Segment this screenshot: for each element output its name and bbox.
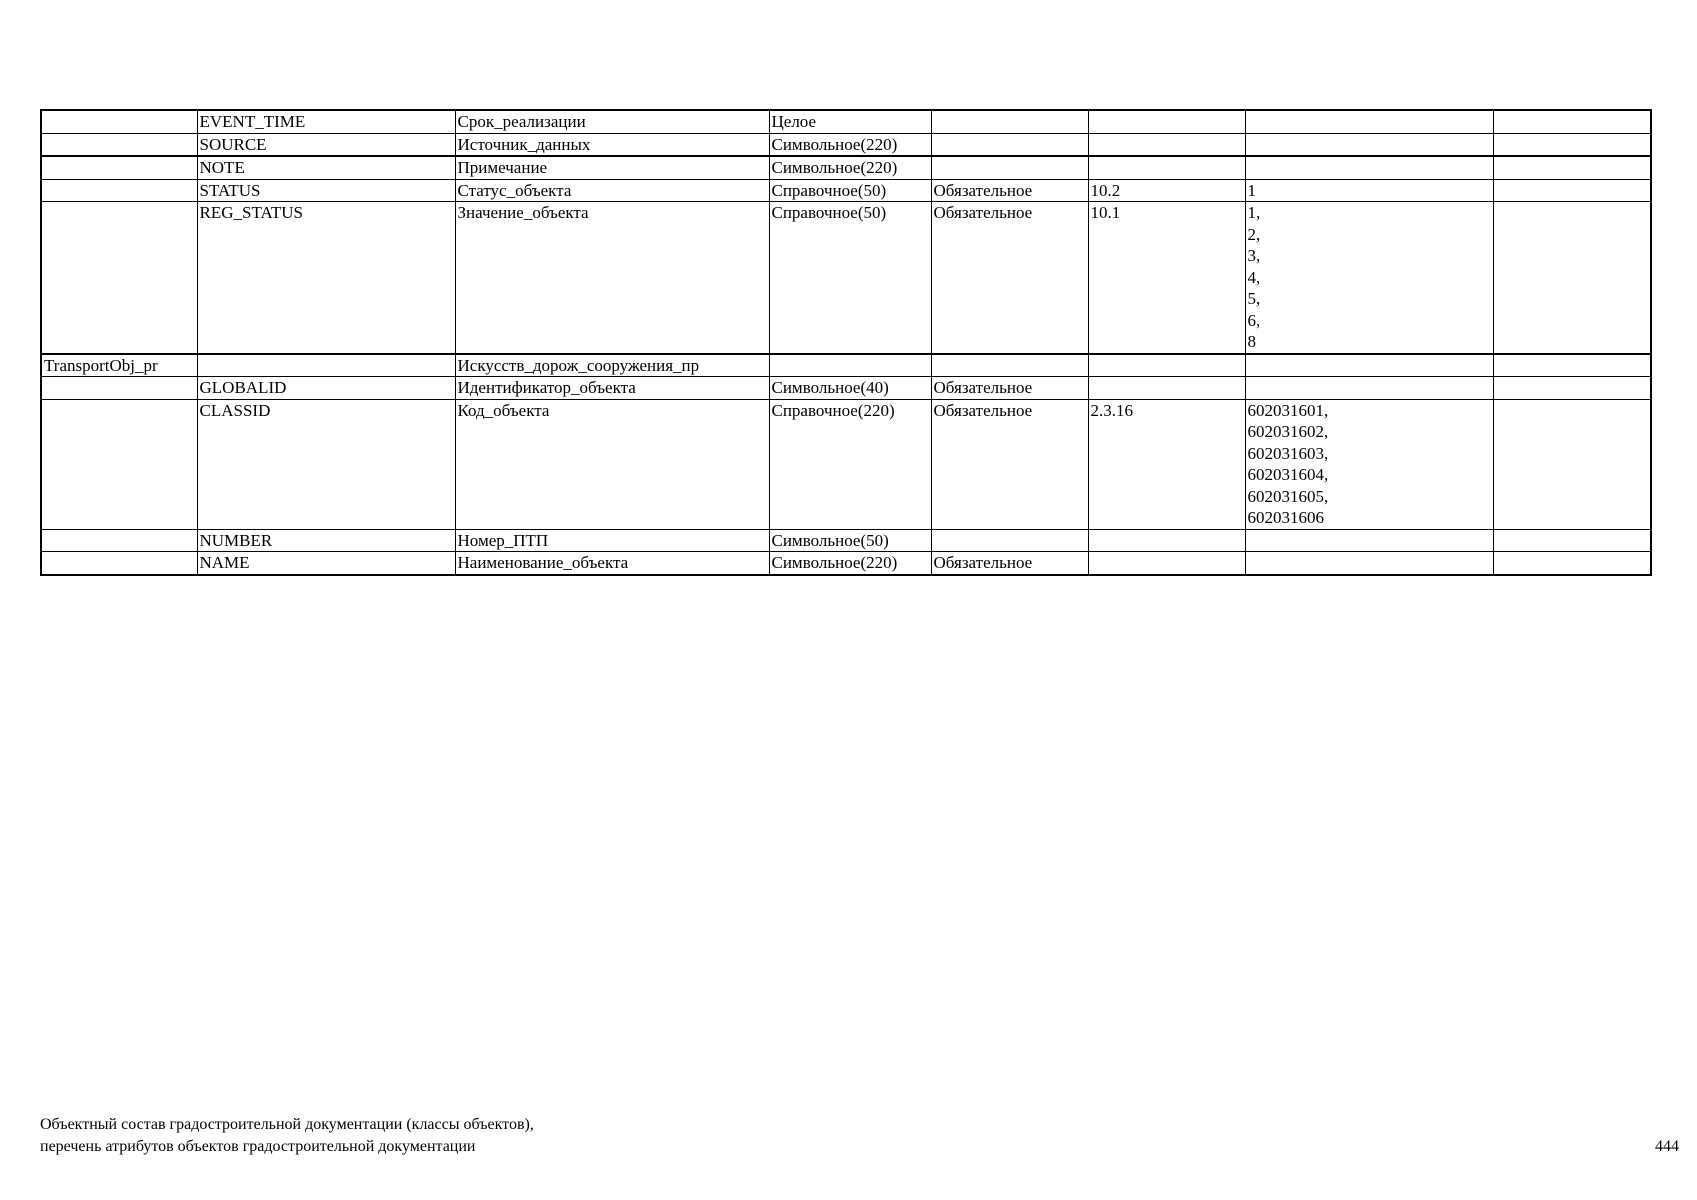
table-cell — [931, 156, 1088, 179]
table-cell: Идентификатор_объекта — [455, 377, 769, 400]
table-cell: Обязательное — [931, 399, 1088, 529]
table-cell: Обязательное — [931, 202, 1088, 354]
table-cell — [1088, 552, 1245, 575]
table-cell: Справочное(220) — [769, 399, 931, 529]
table-cell — [41, 552, 197, 575]
table-row — [41, 156, 1651, 179]
attributes-table — [40, 109, 1652, 576]
table-cell — [1493, 179, 1651, 202]
table-cell: 602031601, 602031602, 602031603, 602031604, 602031605, 602031606 — [1245, 399, 1493, 529]
table-cell: Справочное(50) — [769, 202, 931, 354]
table-cell — [1245, 529, 1493, 552]
table-cell: Срок_реализации — [455, 110, 769, 133]
table-cell — [41, 529, 197, 552]
table-cell: STATUS — [197, 179, 455, 202]
footer-line-1: Объектный состав градостроительной документации (классы объектов), — [40, 1116, 534, 1133]
table-cell — [931, 529, 1088, 552]
table-cell — [1088, 156, 1245, 179]
table-cell — [931, 110, 1088, 133]
table-row — [41, 354, 1651, 377]
table-cell: 1 — [1245, 179, 1493, 202]
table-cell — [1493, 529, 1651, 552]
table-row — [41, 529, 1651, 552]
table-cell — [1493, 399, 1651, 529]
table-cell: CLASSID — [197, 399, 455, 529]
page-number: 444 — [1655, 1138, 1679, 1155]
table-cell: Обязательное — [931, 552, 1088, 575]
table-cell — [1088, 377, 1245, 400]
table-cell — [1088, 133, 1245, 156]
table-cell — [41, 110, 197, 133]
table-row — [41, 179, 1651, 202]
table-cell: GLOBALID — [197, 377, 455, 400]
table-cell: Символьное(50) — [769, 529, 931, 552]
table-cell — [931, 133, 1088, 156]
table-cell: SOURCE — [197, 133, 455, 156]
table-cell: Целое — [769, 110, 931, 133]
table-cell — [41, 202, 197, 354]
table-cell — [1245, 377, 1493, 400]
table-cell: 10.2 — [1088, 179, 1245, 202]
table-row — [41, 133, 1651, 156]
table-cell — [1088, 354, 1245, 377]
table-cell: 10.1 — [1088, 202, 1245, 354]
table-cell: Обязательное — [931, 377, 1088, 400]
table-cell — [1245, 552, 1493, 575]
table-cell — [1493, 110, 1651, 133]
table-cell — [1493, 202, 1651, 354]
table-cell: Символьное(220) — [769, 133, 931, 156]
table-cell — [41, 399, 197, 529]
table-cell — [1493, 377, 1651, 400]
table-cell — [1245, 110, 1493, 133]
table-cell: NAME — [197, 552, 455, 575]
table-cell: Источник_данных — [455, 133, 769, 156]
table-cell: Значение_объекта — [455, 202, 769, 354]
footer — [40, 1114, 534, 1158]
table-cell: Номер_ПТП — [455, 529, 769, 552]
table-cell — [1245, 156, 1493, 179]
table-row — [41, 399, 1651, 529]
table-cell: Справочное(50) — [769, 179, 931, 202]
table-cell: REG_STATUS — [197, 202, 455, 354]
table-cell — [1088, 529, 1245, 552]
table-cell — [197, 354, 455, 377]
table-row — [41, 377, 1651, 400]
table-cell — [1493, 552, 1651, 575]
table-cell — [1493, 354, 1651, 377]
table-cell — [1493, 133, 1651, 156]
table-cell — [1245, 133, 1493, 156]
table-cell — [931, 354, 1088, 377]
table-cell: Обязательное — [931, 179, 1088, 202]
footer-line-2: перечень атрибутов объектов градостроительной документации — [40, 1138, 476, 1155]
table-cell: Символьное(40) — [769, 377, 931, 400]
table-cell — [41, 133, 197, 156]
table-cell — [1088, 110, 1245, 133]
table-row — [41, 110, 1651, 133]
table-cell — [1245, 354, 1493, 377]
table-cell: Код_объекта — [455, 399, 769, 529]
table-cell — [769, 354, 931, 377]
table-cell: EVENT_TIME — [197, 110, 455, 133]
table-cell: 2.3.16 — [1088, 399, 1245, 529]
table-cell: NUMBER — [197, 529, 455, 552]
table-cell: NOTE — [197, 156, 455, 179]
table-cell: Искусств_дорож_сооружения_пр — [455, 354, 769, 377]
table-cell — [1493, 156, 1651, 179]
table-cell — [41, 179, 197, 202]
table-cell — [41, 156, 197, 179]
table-cell: Примечание — [455, 156, 769, 179]
table-row — [41, 552, 1651, 575]
table-cell: Символьное(220) — [769, 156, 931, 179]
table-cell: TransportObj_pr — [41, 354, 197, 377]
table-cell: 1, 2, 3, 4, 5, 6, 8 — [1245, 202, 1493, 354]
table-body — [41, 110, 1651, 575]
table-cell: Статус_объекта — [455, 179, 769, 202]
table-row — [41, 202, 1651, 354]
table-cell: Наименование_объекта — [455, 552, 769, 575]
table-cell: Символьное(220) — [769, 552, 931, 575]
table-cell — [41, 377, 197, 400]
